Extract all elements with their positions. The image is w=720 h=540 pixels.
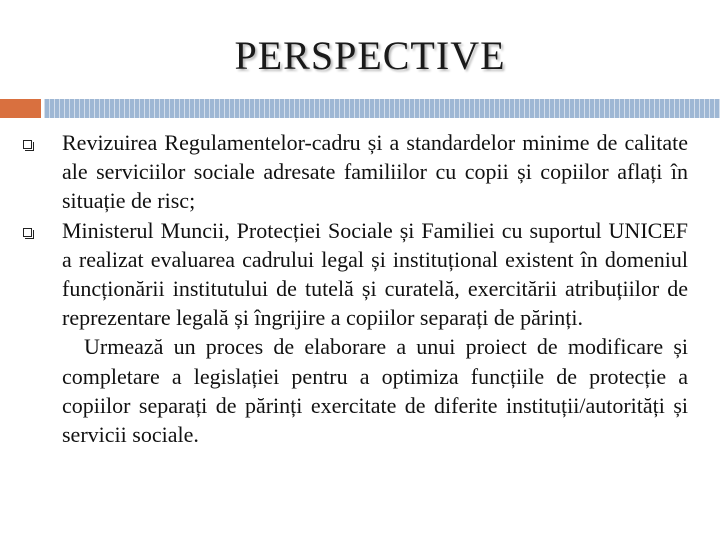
square-bullet-icon bbox=[23, 228, 32, 237]
bullet-item bbox=[0, 216, 720, 333]
slide-content bbox=[0, 128, 720, 449]
slide-title: PERSPECTIVE bbox=[234, 33, 506, 78]
accent-bar-orange bbox=[0, 99, 41, 118]
accent-bar-blue bbox=[44, 99, 720, 118]
bullet-text: Ministerul Muncii, Protecției Sociale și Familiei cu suportul UNICEF a realizat evaluarea cadrului legal și instituțional existent în domeniul funcționării institutului de tutelă și curatelă, exercitării atribuțiilor de reprezentare legală și îngrijire a copiilor separați de părinți. bbox=[62, 217, 688, 331]
square-bullet-icon bbox=[23, 140, 32, 149]
bullet-text: Revizuirea Regulamentelor-cadru și a standardelor minime de calitate ale serviciilor sociale adresate familiilor cu copii și copiilor aflați în situație de risc; bbox=[62, 130, 688, 214]
bullet-item bbox=[0, 128, 720, 216]
body-paragraph: Urmează un proces de elaborare a unui proiect de modificare și completare a legislației pentru a optimiza funcțiile de protecție a copiilor separați de părinți exercitate de diferite instituții/autorități și servicii sociale. bbox=[62, 334, 688, 448]
